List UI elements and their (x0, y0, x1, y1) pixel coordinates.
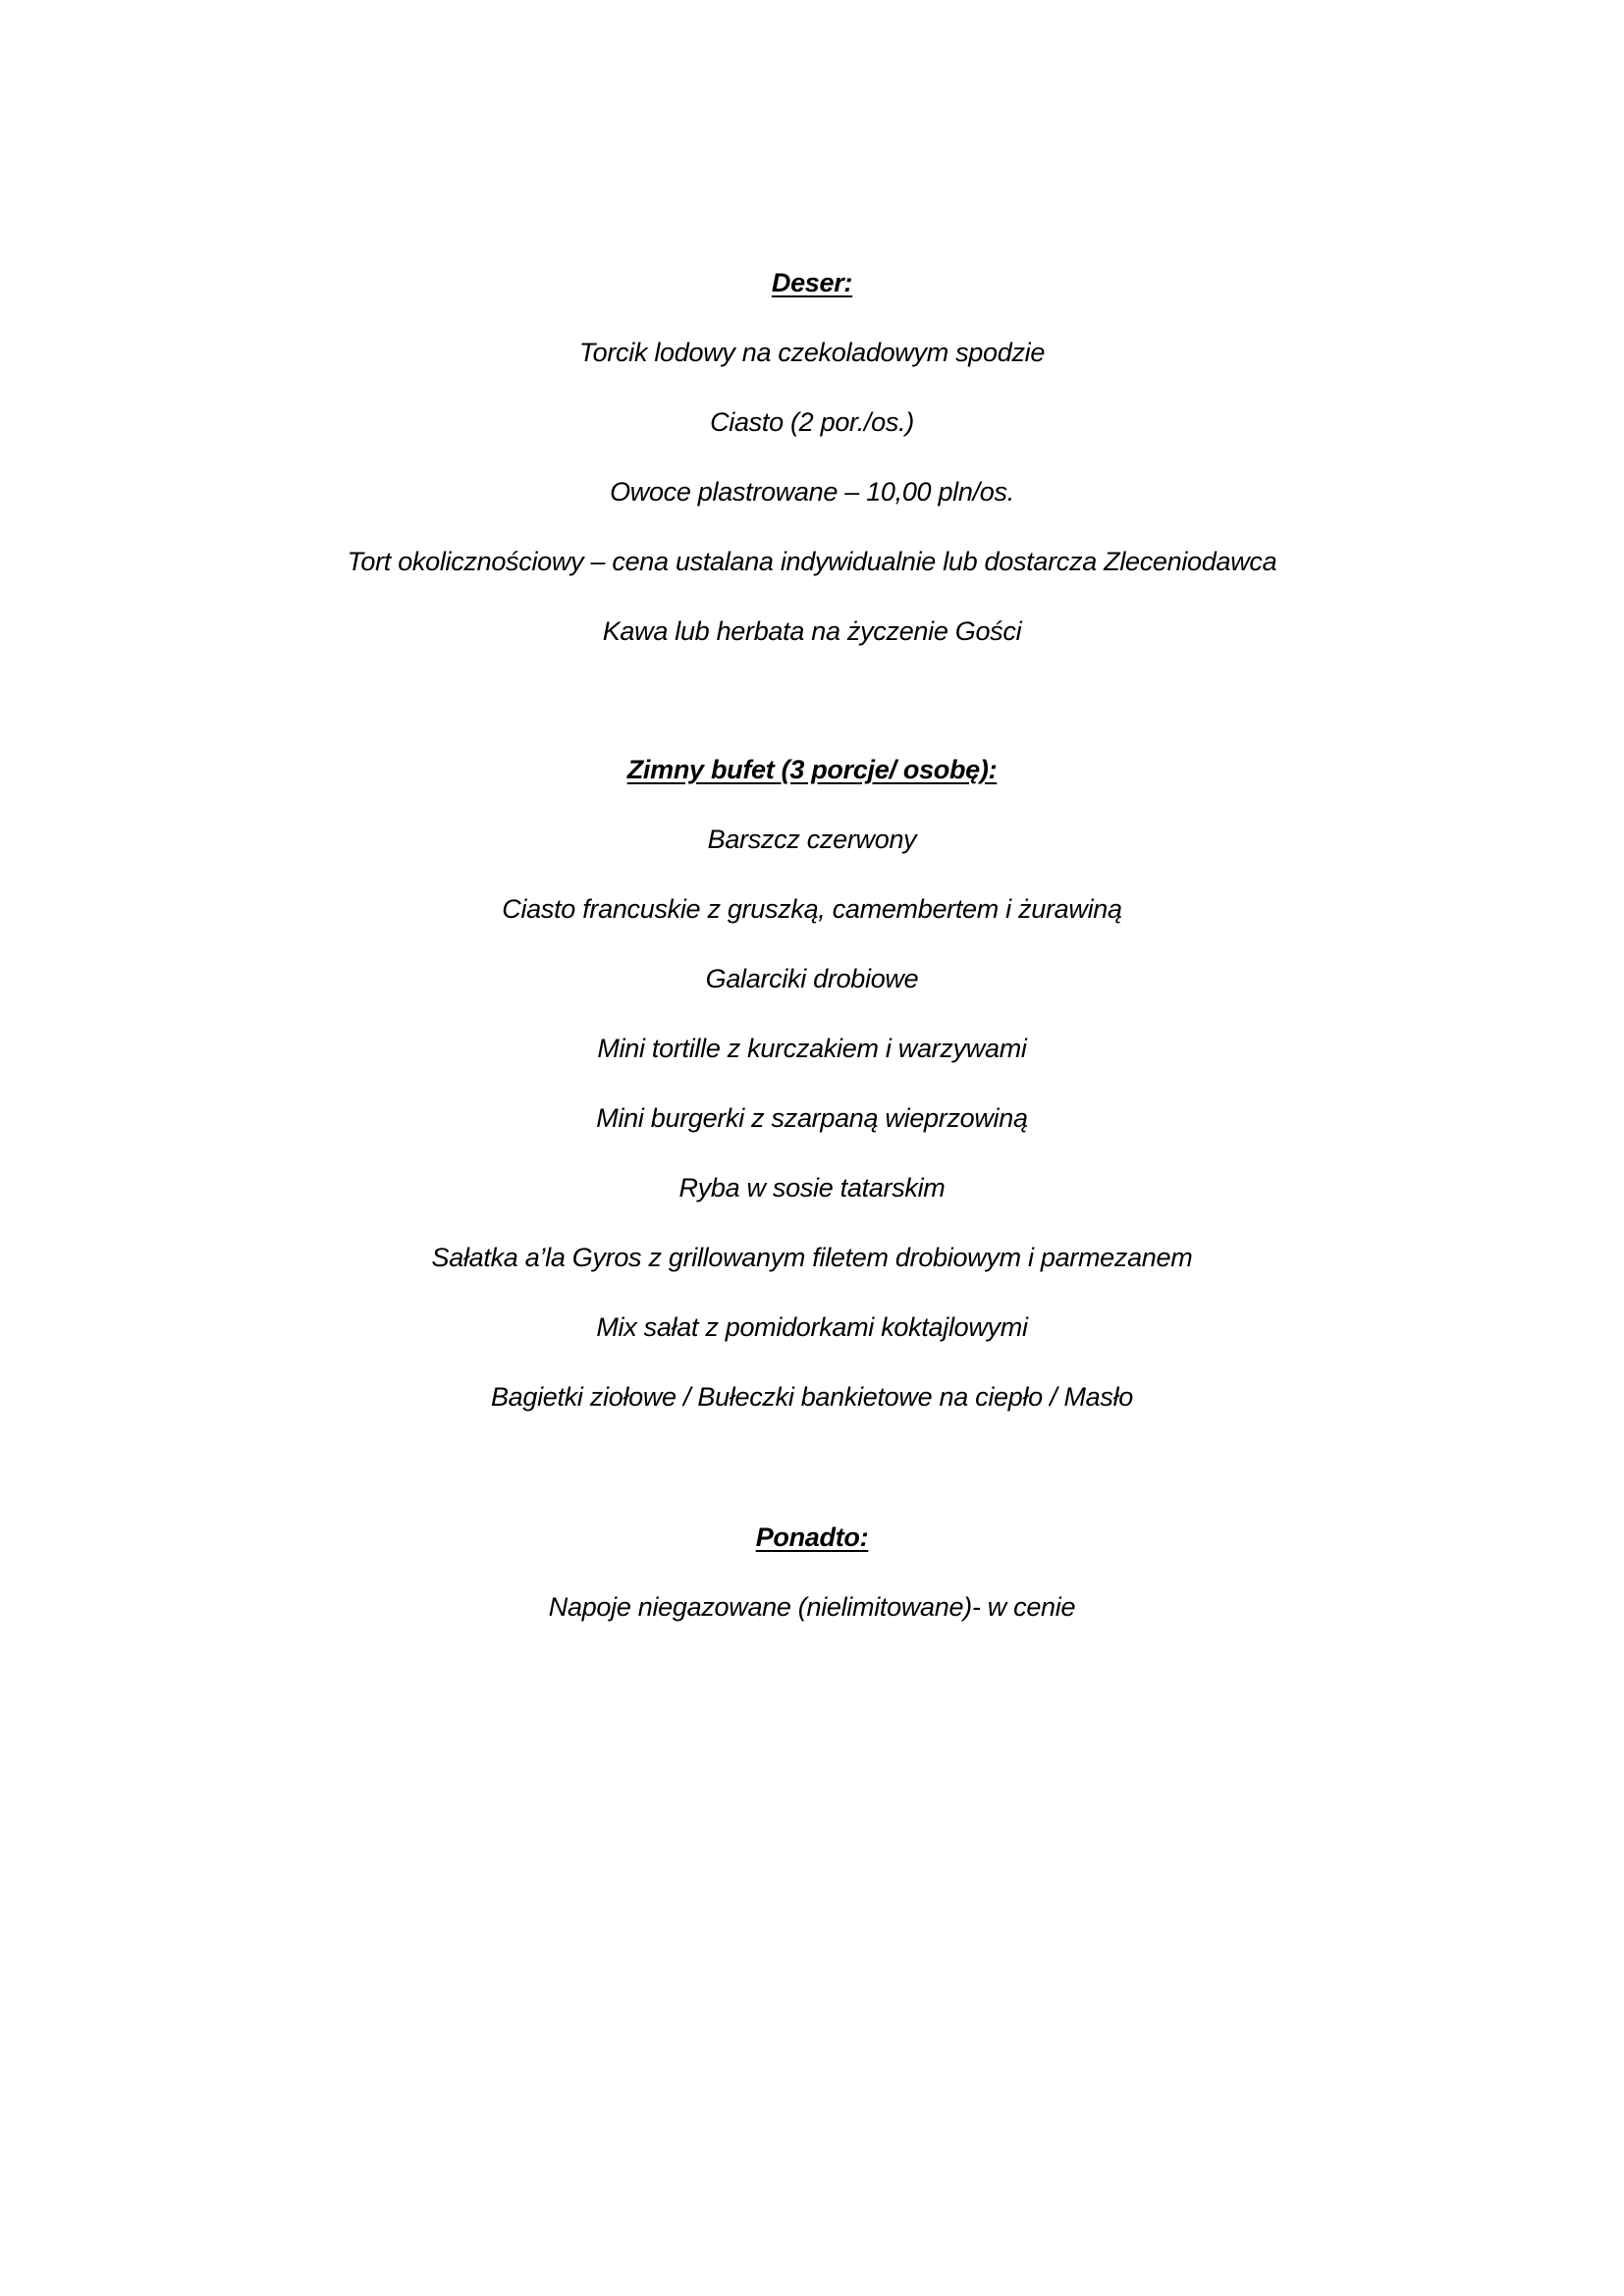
cold-buffet-heading: Zimny bufet (3 porcje/ osobę): (626, 755, 998, 784)
menu-item: Galarciki drobiowe (705, 964, 919, 993)
menu-item: Owoce plastrowane – 10,00 pln/os. (610, 477, 1014, 507)
dessert-heading: Deser: (771, 268, 853, 297)
menu-item: Kawa lub herbata na życzenie Gości (602, 616, 1022, 646)
menu-item: Barszcz czerwony (707, 825, 917, 854)
cold-buffet-section (0, 754, 1624, 1451)
menu-item: Napoje niegazowane (nielimitowane)- w cenie (548, 1592, 1076, 1622)
menu-item: Torcik lodowy na czekoladowym spodzie (578, 338, 1046, 367)
menu-item: Bagietki ziołowe / Bułeczki bankietowe na ciepło / Masło (490, 1382, 1134, 1412)
menu-item: Sałatka a’la Gyros z grillowanym filetem drobiowym i parmezanem (431, 1243, 1193, 1272)
extras-section (0, 1522, 1624, 1661)
menu-item: Ciasto (2 por./os.) (710, 407, 914, 437)
menu-item: Mix sałat z pomidorkami koktajlowymi (596, 1312, 1028, 1342)
menu-item: Ciasto francuskie z gruszką, camembertem i żurawiną (502, 894, 1122, 924)
dessert-section (0, 267, 1624, 685)
menu-item: Tort okolicznościowy – cena ustalana indywidualnie lub dostarcza Zleceniodawca (347, 547, 1277, 576)
extras-heading: Ponadto: (755, 1522, 869, 1552)
menu-item: Mini burgerki z szarpaną wieprzowiną (596, 1103, 1028, 1133)
menu-item: Mini tortille z kurczakiem i warzywami (597, 1034, 1027, 1063)
menu-item: Ryba w sosie tatarskim (678, 1173, 946, 1202)
